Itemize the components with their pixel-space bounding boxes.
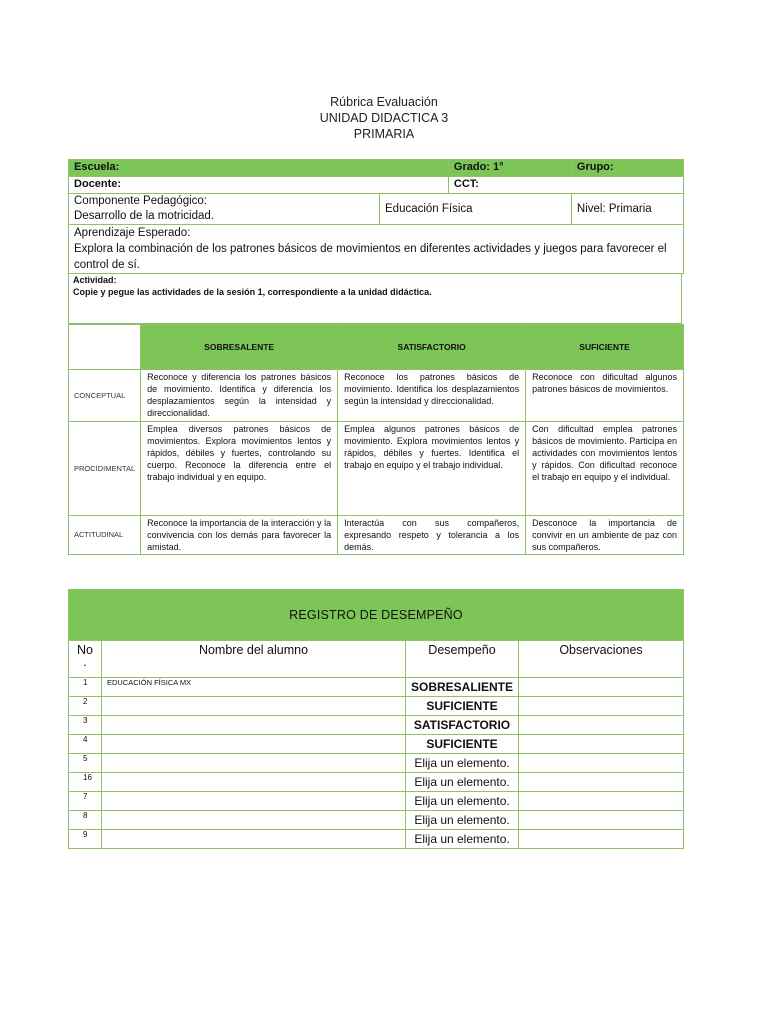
registro-table [68,589,684,849]
registro-title: REGISTRO DE DESEMPEÑO [69,590,684,641]
observaciones-field[interactable] [519,830,684,849]
asignatura-value: Educación Física [385,202,473,215]
title-line-3: PRIMARIA [353,127,415,141]
category-label: CONCEPTUAL [69,370,141,422]
desempeno-select[interactable]: Elija un elemento. [406,773,519,792]
nivel-value: Nivel: Primaria [576,202,652,215]
aprendizaje-label: Aprendizaje Esperado: [74,227,191,239]
rubric-row-conceptual [69,370,684,422]
row-number: 5 [69,754,102,773]
student-name[interactable] [102,811,406,830]
school-row [69,160,684,177]
componente-value: Desarrollo de la motricidad. [74,210,214,222]
rubric-header-row [69,325,684,370]
rubric-corner [69,325,141,370]
rubric-cell: Emplea algunos patrones básicos de movimiento. Explora movimientos lentos y rápidos, débiles y fuertes. Identifica el trabajo en equipo y el trabajo individual. [338,422,526,516]
student-name[interactable] [102,792,406,811]
student-row [69,735,684,754]
row-number: 2 [69,697,102,716]
grupo-cell[interactable] [571,160,683,177]
actividad-box[interactable] [68,274,682,324]
componente-cell [69,194,380,225]
info-table [68,159,684,274]
level-sobresaliente: SOBRESALENTE [141,325,338,370]
asignatura-cell [380,194,572,225]
desempeno-select[interactable]: SOBRESALIENTE [406,678,519,697]
rubric-table [68,324,684,555]
student-row [69,830,684,849]
desempeno-select[interactable]: SUFICIENTE [406,697,519,716]
observaciones-field[interactable] [519,716,684,735]
docente-row [69,177,684,194]
rubric-cell: Desconoce la importancia de convivir en un ambiente de paz con sus compañeros. [526,516,684,555]
actividad-text: Copie y pegue las actividades de la sesión 1, correspondiente a la unidad didáctica. [73,287,432,297]
observaciones-field[interactable] [519,773,684,792]
grado-cell[interactable] [448,160,571,177]
desempeno-select[interactable]: Elija un elemento. [406,754,519,773]
category-label: PROCIDIMENTAL [69,422,141,516]
row-number: 3 [69,716,102,735]
col-observaciones-header: Observaciones [519,641,684,678]
rubric-cell: Interactúa con sus compañeros, expresando respeto y tolerancia a los demás. [338,516,526,555]
student-row [69,754,684,773]
rubric-cell: Emplea diversos patrones básicos de movimientos. Explora movimientos lentos y rápidos, débiles y fuertes, controlando su cuerpo. Reconoce la diferencia entre el trabajo individual y en equipo. [141,422,338,516]
student-row [69,773,684,792]
nivel-cell [571,194,683,225]
row-number: 16 [69,773,102,792]
rubric-cell: Reconoce los patrones básicos de movimiento. Identifica los desplazamientos según la intensidad y direccionalidad. [338,370,526,422]
student-row [69,792,684,811]
title-line-2: UNIDAD DIDACTICA 3 [319,111,449,125]
grado-label: Grado: 1° [453,161,504,173]
observaciones-field[interactable] [519,811,684,830]
aprendizaje-value: Explora la combinación de los patrones básicos de movimientos en diferentes actividades y juegos para favorecer el control de sí. [74,243,667,271]
col-desempeno-header: Desempeño [406,641,519,678]
level-suficiente: SUFICIENTE [526,325,684,370]
row-number: 4 [69,735,102,754]
cct-cell[interactable] [448,177,683,194]
componente-row [69,194,684,225]
student-name[interactable] [102,735,406,754]
aprendizaje-cell [69,225,684,274]
desempeno-select[interactable]: SATISFACTORIO [406,716,519,735]
col-no-dot: . [83,655,87,669]
student-row [69,716,684,735]
escuela-label: Escuela: [74,161,120,173]
col-nombre-header: Nombre del alumno [102,641,406,678]
col-no-label: No [77,643,93,657]
category-label: ACTITUDINAL [69,516,141,555]
desempeno-select[interactable]: Elija un elemento. [406,830,519,849]
observaciones-field[interactable] [519,754,684,773]
col-no-header [69,641,102,678]
rubric-row-actitudinal [69,516,684,555]
docente-label: Docente: [74,178,122,190]
rubric-cell: Reconoce la importancia de la interacción y la convivencia con los demás para favorecer la amistad. [141,516,338,555]
registro-header-row [69,641,684,678]
rubric-cell: Con dificultad emplea patrones básicos de movimiento. Participa en actividades con movimientos lentos y rápidos. Con dificultad reconoce el trabajo en equipo y el individual. [526,422,684,516]
desempeno-select[interactable]: SUFICIENTE [406,735,519,754]
docente-cell[interactable] [69,177,449,194]
row-number: 1 [69,678,102,697]
observaciones-field[interactable] [519,697,684,716]
cct-label: CCT: [453,178,479,190]
level-satisfactorio: SATISFACTORIO [338,325,526,370]
observaciones-field[interactable] [519,792,684,811]
student-name[interactable] [102,697,406,716]
desempeno-select[interactable]: Elija un elemento. [406,792,519,811]
aprendizaje-row [69,225,684,274]
student-name[interactable]: EDUCACIÓN FÍSICA MX [102,678,406,697]
grupo-label: Grupo: [576,161,614,173]
observaciones-field[interactable] [519,678,684,697]
student-name[interactable] [102,773,406,792]
row-number: 9 [69,830,102,849]
student-name[interactable] [102,830,406,849]
student-row [69,678,684,697]
rubric-row-procedimental [69,422,684,516]
registro-title-row [69,590,684,641]
student-row [69,811,684,830]
student-name[interactable] [102,716,406,735]
actividad-label: Actividad: [73,275,117,285]
student-row [69,697,684,716]
row-number: 7 [69,792,102,811]
document-title [0,94,768,142]
row-number: 8 [69,811,102,830]
student-name[interactable] [102,754,406,773]
componente-label: Componente Pedagógico: [74,195,207,207]
observaciones-field[interactable] [519,735,684,754]
desempeno-select[interactable]: Elija un elemento. [406,811,519,830]
escuela-cell[interactable] [69,160,449,177]
rubric-cell: Reconoce y diferencia los patrones básicos de movimiento. Identifica y diferencia los desplazamientos según la intensidad y direccionalidad. [141,370,338,422]
title-line-1: Rúbrica Evaluación [330,95,438,109]
rubric-cell: Reconoce con dificultad algunos patrones básicos de movimientos. [526,370,684,422]
